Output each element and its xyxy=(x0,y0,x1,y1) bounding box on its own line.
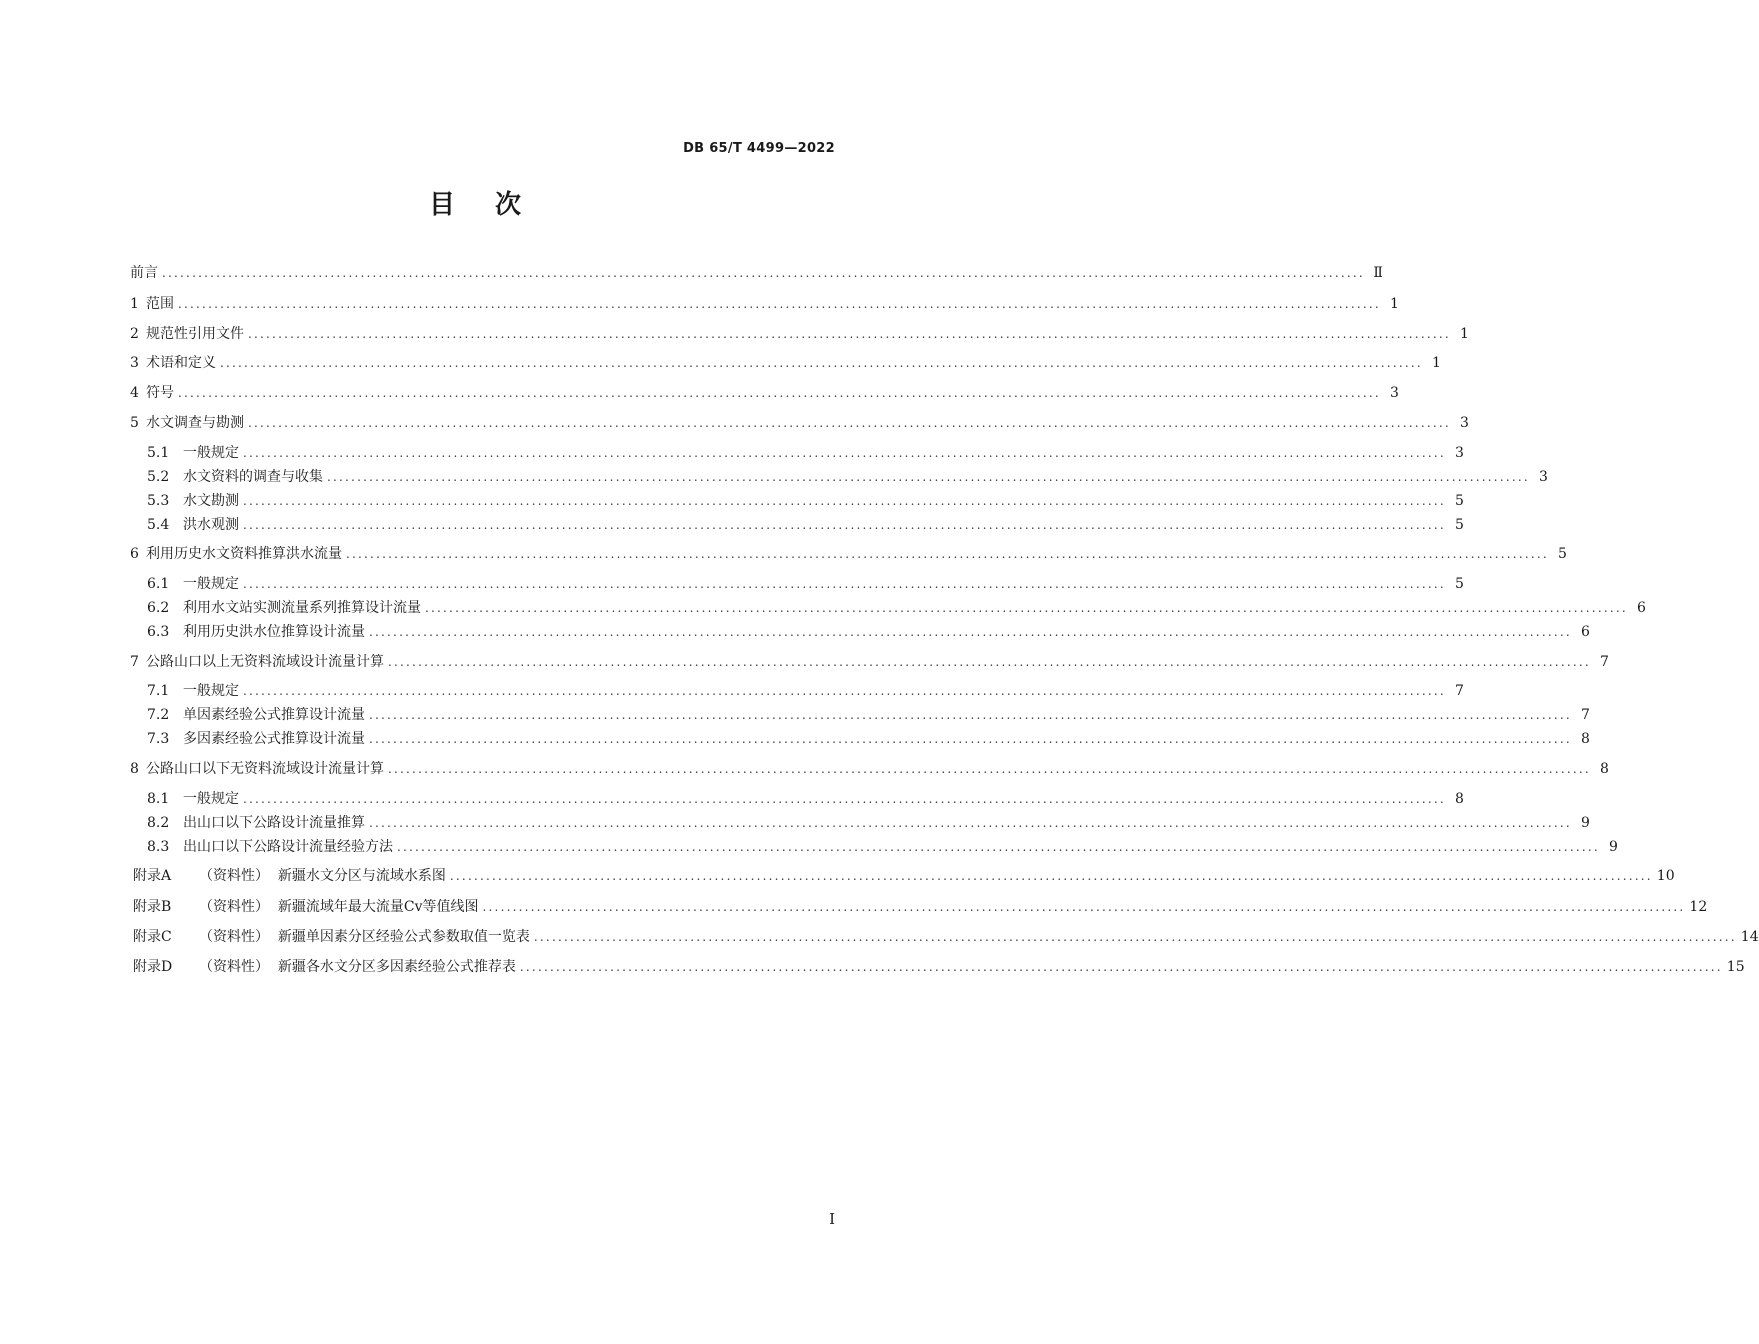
toc-entry-page: 6 xyxy=(1580,624,1590,640)
toc-entry[interactable] xyxy=(130,323,1469,345)
toc-entry[interactable] xyxy=(147,836,1618,858)
toc-entry-label: 水文资料的调查与收集 xyxy=(183,469,323,485)
toc-entry-page: 8 xyxy=(1454,791,1464,807)
dot-leader: ........................................................................................................................................................................................................ xyxy=(369,708,1572,722)
toc-entry-label: 公路山口以下无资料流域设计流量计算 xyxy=(146,761,384,777)
toc-entry[interactable] xyxy=(147,621,1590,643)
toc-entry-number: 7.1 xyxy=(147,683,170,699)
toc-entry[interactable] xyxy=(130,262,1383,284)
toc-entry[interactable] xyxy=(147,466,1548,488)
toc-entry[interactable] xyxy=(147,573,1464,595)
toc-entry[interactable] xyxy=(133,865,1675,887)
toc-entry[interactable] xyxy=(130,412,1469,434)
toc-entry-number: 附录D xyxy=(133,959,173,975)
toc-entry-page: 3 xyxy=(1454,445,1464,461)
dot-leader: ........................................................................................................................................................................................................ xyxy=(533,930,1737,944)
toc-entry-number: 6.2 xyxy=(147,600,170,616)
toc-entry-number: 附录C xyxy=(133,929,172,945)
dot-leader: ........................................................................................................................................................................................................ xyxy=(327,470,1530,484)
toc-entry-page: 7 xyxy=(1580,707,1590,723)
toc-entry-number: 3 xyxy=(130,355,139,371)
dot-leader: ........................................................................................................................................................................................................ xyxy=(248,416,1451,430)
toc-entry[interactable] xyxy=(147,490,1464,512)
dot-leader: ........................................................................................................................................................................................................ xyxy=(519,960,1723,974)
toc-entry-number: 6 xyxy=(130,546,139,562)
toc-entry[interactable] xyxy=(147,442,1464,464)
toc-entry-page: 12 xyxy=(1689,899,1708,915)
toc-entry-label: 出山口以下公路设计流量推算 xyxy=(183,815,365,831)
toc-entry-page: 5 xyxy=(1454,517,1464,533)
toc-entry-label: 多因素经验公式推算设计流量 xyxy=(183,731,365,747)
toc-entry[interactable] xyxy=(130,651,1609,673)
toc-entry-page: Ⅱ xyxy=(1373,265,1383,281)
toc-entry-number: 5.4 xyxy=(147,517,170,533)
toc-entry-label: 前言 xyxy=(130,265,158,281)
toc-entry-number: 2 xyxy=(130,326,139,342)
dot-leader: ........................................................................................................................................................................................................ xyxy=(178,386,1381,400)
dot-leader: ........................................................................................................................................................................................................ xyxy=(346,547,1549,561)
toc-entry-label: 公路山口以上无资料流域设计流量计算 xyxy=(146,654,384,670)
toc-entry-label: 范围 xyxy=(146,296,174,312)
dot-leader: ........................................................................................................................................................................................................ xyxy=(243,577,1446,591)
toc-entry-page: 5 xyxy=(1557,546,1567,562)
toc-entry-label: 符号 xyxy=(146,385,174,401)
toc-entry-label: （资料性） 新疆各水文分区多因素经验公式推荐表 xyxy=(199,959,516,975)
dot-leader: ........................................................................................................................................................................................................ xyxy=(243,494,1446,508)
toc-entry-label: （资料性） 新疆流域年最大流量Cv等值线图 xyxy=(199,899,479,915)
toc-entry-label: （资料性） 新疆单因素分区经验公式参数取值一览表 xyxy=(199,929,530,945)
toc-entry-label: 水文调查与勘测 xyxy=(146,415,244,431)
dot-leader: ........................................................................................................................................................................................................ xyxy=(449,869,1653,883)
toc-entry-number: 7.2 xyxy=(147,707,170,723)
toc-entry[interactable] xyxy=(133,926,1759,948)
toc-entry-number: 5 xyxy=(130,415,139,431)
toc-entry[interactable] xyxy=(130,352,1441,374)
dot-leader: ........................................................................................................................................................................................................ xyxy=(388,655,1591,669)
toc-entry[interactable] xyxy=(130,543,1567,565)
toc-entry-label: （资料性） 新疆水文分区与流域水系图 xyxy=(199,868,446,884)
toc-entry-label: 出山口以下公路设计流量经验方法 xyxy=(183,839,393,855)
dot-leader: ........................................................................................................................................................................................................ xyxy=(482,900,1686,914)
toc-entry-number: 4 xyxy=(130,385,139,401)
dot-leader: ........................................................................................................................................................................................................ xyxy=(243,518,1446,532)
toc-entry-label: 规范性引用文件 xyxy=(146,326,244,342)
toc-entry[interactable] xyxy=(147,812,1590,834)
toc-entry-page: 5 xyxy=(1454,493,1464,509)
toc-entry-label: 一般规定 xyxy=(183,576,239,592)
toc-entry-number: 7 xyxy=(130,654,139,670)
toc-entry-number: 8 xyxy=(130,761,139,777)
toc-title-char-2: 次 xyxy=(495,190,522,220)
toc-entry[interactable] xyxy=(130,758,1609,780)
toc-entry-label: 一般规定 xyxy=(183,791,239,807)
toc-entry-page: 3 xyxy=(1538,469,1548,485)
toc-entry-label: 一般规定 xyxy=(183,445,239,461)
toc-entry-page: 8 xyxy=(1580,731,1590,747)
toc-entry-number: 7.3 xyxy=(147,731,170,747)
toc-entry-label: 一般规定 xyxy=(183,683,239,699)
toc-entry-number: 附录B xyxy=(133,899,172,915)
toc-entry-page: 3 xyxy=(1459,415,1469,431)
toc-entry-page: 5 xyxy=(1454,576,1464,592)
toc-entry-number: 8.2 xyxy=(147,815,170,831)
toc-entry-number: 附录A xyxy=(133,868,172,884)
toc-entry[interactable] xyxy=(147,597,1646,619)
toc-entry-label: 利用历史洪水位推算设计流量 xyxy=(183,624,365,640)
toc-entry[interactable] xyxy=(133,896,1708,918)
toc-entry-number: 6.1 xyxy=(147,576,170,592)
dot-leader: ........................................................................................................................................................................................................ xyxy=(243,446,1446,460)
toc-entry-number: 5.1 xyxy=(147,445,170,461)
toc-entry-page: 6 xyxy=(1636,600,1646,616)
toc-entry-page: 7 xyxy=(1599,654,1609,670)
standard-code: DB 65/T 4499—2022 xyxy=(683,141,835,156)
dot-leader: ........................................................................................................................................................................................................ xyxy=(388,762,1591,776)
toc-entry[interactable] xyxy=(147,680,1464,702)
toc-entry-page: 1 xyxy=(1459,326,1469,342)
toc-entry[interactable] xyxy=(147,514,1464,536)
toc-entry-number: 5.3 xyxy=(147,493,170,509)
toc-entry[interactable] xyxy=(147,788,1464,810)
toc-entry-page: 9 xyxy=(1580,815,1590,831)
toc-entry-label: 术语和定义 xyxy=(146,355,216,371)
dot-leader: ........................................................................................................................................................................................................ xyxy=(220,356,1423,370)
toc-entry-page: 15 xyxy=(1726,959,1745,975)
dot-leader: ........................................................................................................................................................................................................ xyxy=(243,684,1446,698)
toc-entry-page: 3 xyxy=(1389,385,1399,401)
toc-entry-page: 14 xyxy=(1740,929,1759,945)
dot-leader: ........................................................................................................................................................................................................ xyxy=(243,792,1446,806)
toc-entry[interactable] xyxy=(147,728,1590,750)
toc-entry-number: 1 xyxy=(130,296,139,312)
dot-leader: ........................................................................................................................................................................................................ xyxy=(248,327,1451,341)
toc-entry-number: 8.3 xyxy=(147,839,170,855)
toc-entry-number: 5.2 xyxy=(147,469,170,485)
toc-entry[interactable] xyxy=(130,382,1399,404)
toc-entry[interactable] xyxy=(147,704,1590,726)
dot-leader: ........................................................................................................................................................................................................ xyxy=(369,625,1572,639)
toc-entry-label: 洪水观测 xyxy=(183,517,239,533)
toc-entry-label: 单因素经验公式推算设计流量 xyxy=(183,707,365,723)
toc-entry-page: 9 xyxy=(1608,839,1618,855)
toc-entry-number: 8.1 xyxy=(147,791,170,807)
toc-entry-page: 7 xyxy=(1454,683,1464,699)
toc-entry-page: 1 xyxy=(1389,296,1399,312)
dot-leader: ........................................................................................................................................................................................................ xyxy=(397,840,1600,854)
toc-entry-page: 10 xyxy=(1656,868,1675,884)
page-number: I xyxy=(829,1210,835,1228)
dot-leader: ........................................................................................................................................................................................................ xyxy=(178,297,1381,311)
toc-entry-label: 利用水文站实测流量系列推算设计流量 xyxy=(183,600,421,616)
toc-entry[interactable] xyxy=(130,293,1399,315)
toc-entry-page: 1 xyxy=(1431,355,1441,371)
toc-entry-label: 水文勘测 xyxy=(183,493,239,509)
dot-leader: ........................................................................................................................................................................................................ xyxy=(369,816,1572,830)
toc-entry-label: 利用历史水文资料推算洪水流量 xyxy=(146,546,342,562)
toc-title-char-1: 目 xyxy=(428,190,455,220)
dot-leader: ........................................................................................................................................................................................................ xyxy=(162,266,1365,280)
toc-entry-page: 8 xyxy=(1599,761,1609,777)
dot-leader: ........................................................................................................................................................................................................ xyxy=(369,732,1572,746)
toc-entry[interactable] xyxy=(133,956,1745,978)
dot-leader: ........................................................................................................................................................................................................ xyxy=(425,601,1628,615)
toc-entry-number: 6.3 xyxy=(147,624,170,640)
